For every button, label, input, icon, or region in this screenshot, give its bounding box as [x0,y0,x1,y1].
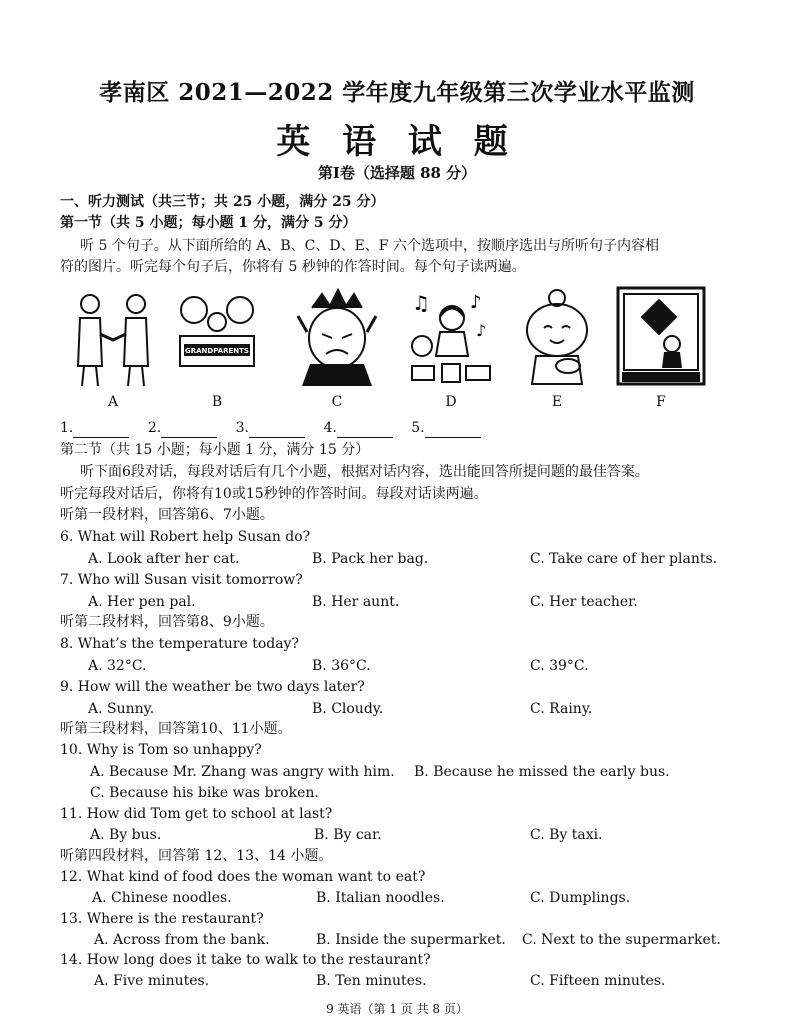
material-4-heading: 听第四段材料，回答第 12、13、14 小题。 [60,848,333,864]
q10-option-a[interactable]: A. Because Mr. Zhang was angry with him. [90,764,395,780]
material-2-heading: 听第二段材料，回答第8、9小题。 [60,614,274,630]
music-icon [406,286,496,390]
picture-label-d: D [445,394,457,410]
shy-child-icon [512,286,602,390]
q13-option-b[interactable]: B. Inside the supermarket. [316,932,506,948]
picture-label-f: F [656,394,666,410]
answer-blank-4[interactable]: 4. [323,418,392,438]
answer-blank-2[interactable]: 2. [148,418,217,438]
handshake-icon [68,286,158,390]
question-7: 7. Who will Susan visit tomorrow? [60,572,303,588]
exam-title: 孝南区 2021—2022 学年度九年级第三次学业水平监测 [99,79,695,106]
grandparents-icon [172,286,262,390]
question-9: 9. How will the weather be two days later? [60,679,365,695]
q10-option-b[interactable]: B. Because he missed the early bus. [414,764,670,780]
q8-option-b[interactable]: B. 36°C. [312,658,371,674]
answer-blank-3[interactable]: 3. [236,418,305,438]
grandparents-sign: GRANDPARENTS [185,347,249,355]
section1-heading: 第一节（共 5 小题；每小题 1 分，满分 5 分） [60,215,357,231]
q11-option-c[interactable]: C. By taxi. [530,827,603,843]
answer-blank-5[interactable]: 5. [411,418,480,438]
question-11: 11. How did Tom get to school at last? [60,806,333,822]
svg-text:♪: ♪ [476,321,487,340]
q13-option-a[interactable]: A. Across from the bank. [94,932,270,948]
q12-option-a[interactable]: A. Chinese noodles. [92,890,232,906]
q10-option-c[interactable]: C. Because his bike was broken. [90,785,319,801]
answer-blanks [60,418,495,438]
q14-option-b[interactable]: B. Ten minutes. [316,973,427,989]
window-decoration-icon [616,286,706,390]
q9-option-c[interactable]: C. Rainy. [530,701,593,717]
q9-option-a[interactable]: A. Sunny. [88,701,155,717]
picture-options [60,286,740,416]
q12-option-b[interactable]: B. Italian noodles. [316,890,445,906]
q8-option-a[interactable]: A. 32°C. [88,658,147,674]
svg-text:♫: ♫ [412,291,430,315]
page-footer: 9 英语（第 1 页 共 8 页） [326,1002,468,1016]
material-3-heading: 听第三段材料，回答第10、11小题。 [60,721,292,737]
svg-text:♪: ♪ [470,292,482,313]
q7-option-a[interactable]: A. Her pen pal. [88,594,196,610]
q6-option-a[interactable]: A. Look after her cat. [88,551,240,567]
section2-instruction-2: 听完每段对话后，你将有10或15秒钟的作答时间。每段对话读两遍。 [60,486,488,502]
section1-instruction-1: 听 5 个句子。从下面所给的 A、B、C、D、E、F 六个选项中，按顺序选出与所听句子内容相 [80,238,659,254]
section1-instruction-2: 符的图片。听完每个句子后，你将有 5 秒钟的作答时间。每个句子读两遍。 [60,259,526,275]
question-14: 14. How long does it take to walk to the restaurant? [60,952,431,968]
question-10: 10. Why is Tom so unhappy? [60,742,262,758]
question-13: 13. Where is the restaurant? [60,911,264,927]
q8-option-c[interactable]: C. 39°C. [530,658,589,674]
answer-blank-1[interactable]: 1. [60,418,129,438]
q6-option-b[interactable]: B. Pack her bag. [312,551,429,567]
headache-icon [292,286,382,390]
q7-option-c[interactable]: C. Her teacher. [530,594,638,610]
section2-instruction-1: 听下面6段对话，每段对话后有几个小题，根据对话内容，选出能回答所提问题的最佳答案。 [80,464,649,480]
q14-option-a[interactable]: A. Five minutes. [94,973,210,989]
part1-heading: 一、听力测试（共三节；共 25 小题，满分 25 分） [60,194,385,210]
picture-label-e: E [551,394,563,410]
picture-label-a: A [107,394,119,410]
question-8: 8. What’s the temperature today? [60,636,299,652]
material-1-heading: 听第一段材料，回答第6、7小题。 [60,507,274,523]
q13-option-c[interactable]: C. Next to the supermarket. [522,932,721,948]
subject-title: 英 语 试 题 [276,122,518,162]
picture-label-c: C [331,394,343,410]
question-6: 6. What will Robert help Susan do? [60,529,311,545]
q7-option-b[interactable]: B. Her aunt. [312,594,400,610]
q6-option-c[interactable]: C. Take care of her plants. [530,551,718,567]
picture-label-b: B [211,394,223,410]
q11-option-a[interactable]: A. By bus. [90,827,162,843]
q12-option-c[interactable]: C. Dumplings. [530,890,631,906]
q14-option-c[interactable]: C. Fifteen minutes. [530,973,666,989]
volume-title: 第Ⅰ卷（选择题 88 分） [317,164,477,182]
q9-option-b[interactable]: B. Cloudy. [312,701,384,717]
question-12: 12. What kind of food does the woman want to eat? [60,869,426,885]
q11-option-b[interactable]: B. By car. [314,827,382,843]
section2-heading: 第二节（共 15 小题；每小题 1 分，满分 15 分） [60,442,370,458]
